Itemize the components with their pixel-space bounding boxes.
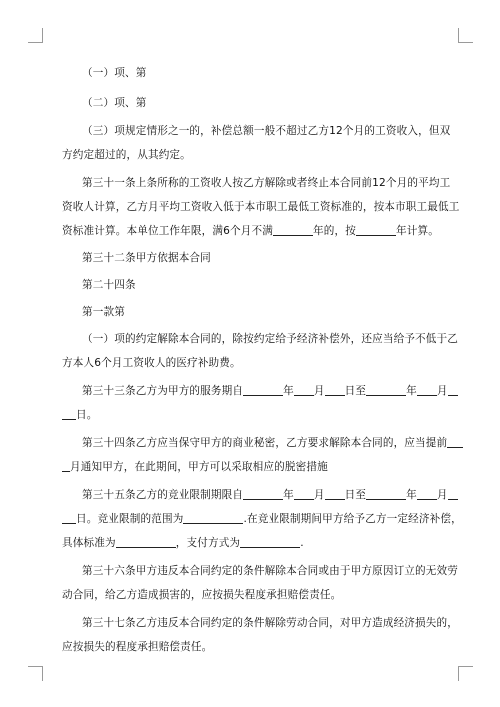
text-segment: ，支付方式为 (175, 537, 241, 549)
fill-in-blank[interactable] (273, 224, 313, 236)
text-segment: 年的，按 (313, 225, 357, 237)
text-line: 第二十四条 (82, 279, 136, 291)
text-segment: 月 (436, 489, 448, 501)
text-line: 第三十六条甲方违反本合同约定的条件解除本合同或由于甲方原因订立的无效劳 (82, 565, 459, 577)
fill-in-blank[interactable] (294, 384, 314, 396)
fill-in-blank[interactable] (294, 488, 314, 500)
fill-in-blank[interactable] (62, 512, 76, 524)
text-line: 应按损失的程度承担赔偿责任。 (62, 641, 213, 653)
text-segment: 月 (436, 385, 448, 397)
text-line (62, 536, 304, 550)
fill-in-blank[interactable] (356, 224, 396, 236)
fill-in-blank[interactable] (417, 384, 437, 396)
fill-in-blank[interactable] (366, 488, 406, 500)
text-segment: 月 (313, 489, 325, 501)
text-segment: 日。竞业限制的范围为 (76, 513, 184, 525)
text-segment: 年 (283, 489, 294, 501)
fill-in-blank[interactable] (447, 436, 463, 448)
text-line (82, 436, 463, 450)
fill-in-blank[interactable] (183, 512, 243, 524)
text-line (82, 488, 458, 502)
text-line (62, 224, 439, 238)
fill-in-blank[interactable] (243, 384, 283, 396)
fill-in-blank[interactable] (240, 536, 300, 548)
text-segment: 第三十四条乙方应当保守甲方的商业秘密，乙方要求解除本合同的，应当提前 (82, 437, 448, 449)
text-segment: .在竞业限制期间甲方给予乙方一定经济补偿， (243, 513, 462, 525)
crop-mark-top-right (458, 28, 473, 43)
crop-mark-top-left (28, 28, 43, 43)
text-line: 第三十二条甲方依据本合同 (82, 252, 211, 264)
text-segment: 年 (406, 385, 417, 397)
text-segment: 日。 (76, 409, 98, 421)
text-segment: 日至 (344, 385, 367, 397)
fill-in-blank[interactable] (116, 536, 176, 548)
text-line: 第三十一条上条所称的工资收人按乙方解除或者终止本合同前12个月的平均工 (82, 177, 451, 189)
text-segment: 第三十三条乙方为甲方的服务期自 (82, 385, 244, 397)
fill-in-blank[interactable] (325, 384, 345, 396)
text-segment: 资标准计算。本单位工作年限，满6个月不满 (62, 225, 274, 237)
crop-mark-bottom-left (28, 666, 43, 681)
text-segment: 年 (283, 385, 294, 397)
fill-in-blank[interactable] (325, 488, 345, 500)
text-line: （三）项规定情形之一的，补偿总额一般不超过乙方12个月的工资收入，但双 (82, 125, 451, 137)
text-line: 第一款第 (82, 306, 125, 318)
crop-mark-bottom-right (458, 666, 473, 681)
text-line: （一）项、第 (82, 67, 147, 79)
fill-in-blank[interactable] (243, 488, 283, 500)
text-segment: 年 (406, 489, 417, 501)
text-line: 方本人6个月工资收人的医疗补助费。 (62, 357, 241, 369)
fill-in-blank[interactable] (62, 408, 76, 420)
text-line (62, 512, 462, 526)
text-segment: 第三十五条乙方的竞业限制期限自 (82, 489, 244, 501)
text-segment: 年计算。 (396, 225, 439, 237)
text-line (62, 408, 98, 422)
fill-in-blank[interactable] (448, 384, 458, 396)
text-segment: 日至 (344, 489, 367, 501)
text-segment: 月通知甲方，在此期间，甲方可以采取相应的脱密措施 (70, 461, 328, 473)
text-line: 动合同，给乙方造成损害的，应按损失程度承担赔偿责任。 (62, 589, 342, 601)
text-line: 资收人计算，乙方月平均工资收入低于本市职工最低工资标准的，按本市职工最低工 (62, 201, 460, 213)
fill-in-blank[interactable] (417, 488, 437, 500)
text-line (62, 460, 328, 474)
fill-in-blank[interactable] (448, 488, 458, 500)
text-line: 方约定超过的，从其约定。 (62, 149, 191, 161)
text-line (82, 384, 458, 398)
text-line: （一）项的约定解除本合同的，除按约定给予经济补偿外，还应当给予不低于乙 (82, 333, 459, 345)
text-line: 第三十七条乙方违反本合同约定的条件解除劳动合同，对甲方造成经济损失的， (82, 617, 459, 629)
fill-in-blank[interactable] (366, 384, 406, 396)
text-segment: . (300, 537, 304, 549)
fill-in-blank[interactable] (62, 460, 70, 472)
text-segment: 月 (313, 385, 325, 397)
text-line: （二）项、第 (82, 97, 147, 109)
text-segment: 具体标准为 (62, 537, 116, 549)
